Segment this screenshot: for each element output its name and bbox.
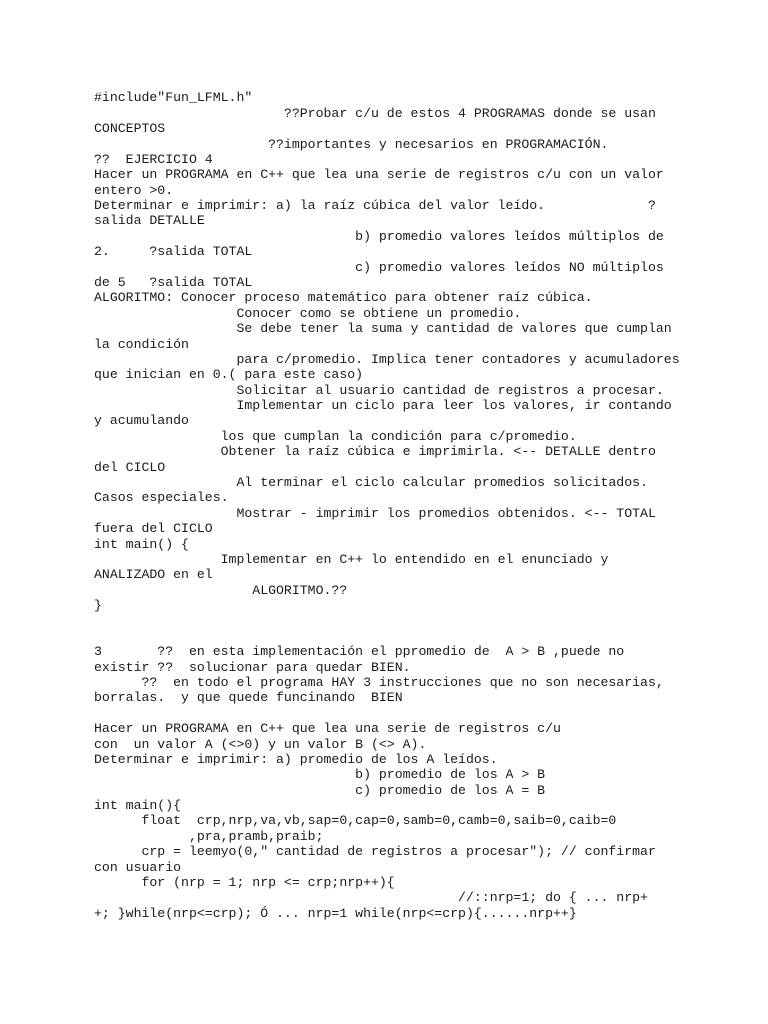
text-line: +; }while(nrp<=crp); Ó ... nrp=1 while(nrp<=crp){......nrp++}: [94, 906, 577, 921]
text-line: de 5 ?salida TOTAL: [94, 275, 253, 290]
text-line: float crp,nrp,va,vb,sap=0,cap=0,samb=0,camb=0,saib=0,caib=0: [94, 813, 617, 828]
text-line: Al terminar el ciclo calcular promedios solicitados.: [94, 475, 648, 490]
text-line: Implementar en C++ lo entendido en el enunciado y: [94, 552, 609, 567]
text-line: 3 ?? en esta implementación el ppromedio de A > B ,puede no: [94, 644, 625, 659]
text-line: Se debe tener la suma y cantidad de valores que cumplan: [94, 321, 672, 336]
text-line: que inician en 0.( para este caso): [94, 367, 364, 382]
text-line: salida DETALLE: [94, 213, 205, 228]
text-line: b) promedio de los A > B: [94, 767, 546, 782]
text-line: c) promedio de los A = B: [94, 783, 546, 798]
text-line: del CICLO: [94, 460, 166, 475]
text-line: Conocer como se obtiene un promedio.: [94, 306, 522, 321]
text-line: Casos especiales.: [94, 490, 229, 505]
text-line: c) promedio valores leídos NO múltiplos: [94, 260, 664, 275]
text-line: crp = leemyo(0," cantidad de registros a procesar"); // confirmar: [94, 844, 656, 859]
text-line: para c/promedio. Implica tener contadores y acumuladores: [94, 352, 680, 367]
text-line: b) promedio valores leídos múltiplos de: [94, 229, 664, 244]
text-line: ??Probar c/u de estos 4 PROGRAMAS donde se usan: [94, 106, 656, 121]
text-line: ??importantes y necesarios en PROGRAMACIÓN.: [94, 137, 609, 152]
text-line: ,pra,pramb,praib;: [94, 829, 324, 844]
text-line: Hacer un PROGRAMA en C++ que lea una serie de registros c/u: [94, 721, 561, 736]
text-line: y acumulando: [94, 413, 189, 428]
text-line: 2. ?salida TOTAL: [94, 244, 253, 259]
text-line: borralas. y que quede funcinando BIEN: [94, 690, 403, 705]
text-line: ?? EJERCICIO 4: [94, 152, 213, 167]
text-line: fuera del CICLO: [94, 521, 213, 536]
text-line: }: [94, 598, 102, 613]
text-line: ALGORITMO.??: [94, 583, 348, 598]
text-line: ANALIZADO en el: [94, 567, 213, 582]
text-line: Obtener la raíz cúbica e imprimirla. <-- DETALLE dentro: [94, 444, 656, 459]
text-line: for (nrp = 1; nrp <= crp;nrp++){: [94, 875, 395, 890]
text-line: los que cumplan la condición para c/promedio.: [94, 429, 577, 444]
text-line: ?? en todo el programa HAY 3 instrucciones que no son necesarias,: [94, 675, 664, 690]
text-line: con usuario: [94, 860, 182, 875]
text-line: int main() {: [94, 537, 189, 552]
text-line: //::nrp=1; do { ... nrp+: [94, 890, 648, 905]
text-line: CONCEPTOS: [94, 121, 166, 136]
text-line: Determinar e imprimir: a) la raíz cúbica del valor leído. ?: [94, 198, 656, 213]
text-line: Mostrar - imprimir los promedios obtenidos. <-- TOTAL: [94, 506, 656, 521]
text-line: Determinar e imprimir: a) promedio de los A leídos.: [94, 752, 498, 767]
text-line: Solicitar al usuario cantidad de registros a procesar.: [94, 383, 664, 398]
text-line: con un valor A (<>0) y un valor B (<> A).: [94, 737, 427, 752]
text-line: Hacer un PROGRAMA en C++ que lea una serie de registros c/u con un valor: [94, 167, 664, 182]
text-line: #include"Fun_LFML.h": [94, 90, 253, 105]
text-line: int main(){: [94, 798, 182, 813]
text-line: ALGORITMO: Conocer proceso matemático para obtener raíz cúbica.: [94, 290, 593, 305]
text-line: Implementar un ciclo para leer los valores, ir contando: [94, 398, 672, 413]
text-line: entero >0.: [94, 183, 174, 198]
text-line: existir ?? solucionar para quedar BIEN.: [94, 660, 411, 675]
text-line: la condición: [94, 337, 189, 352]
